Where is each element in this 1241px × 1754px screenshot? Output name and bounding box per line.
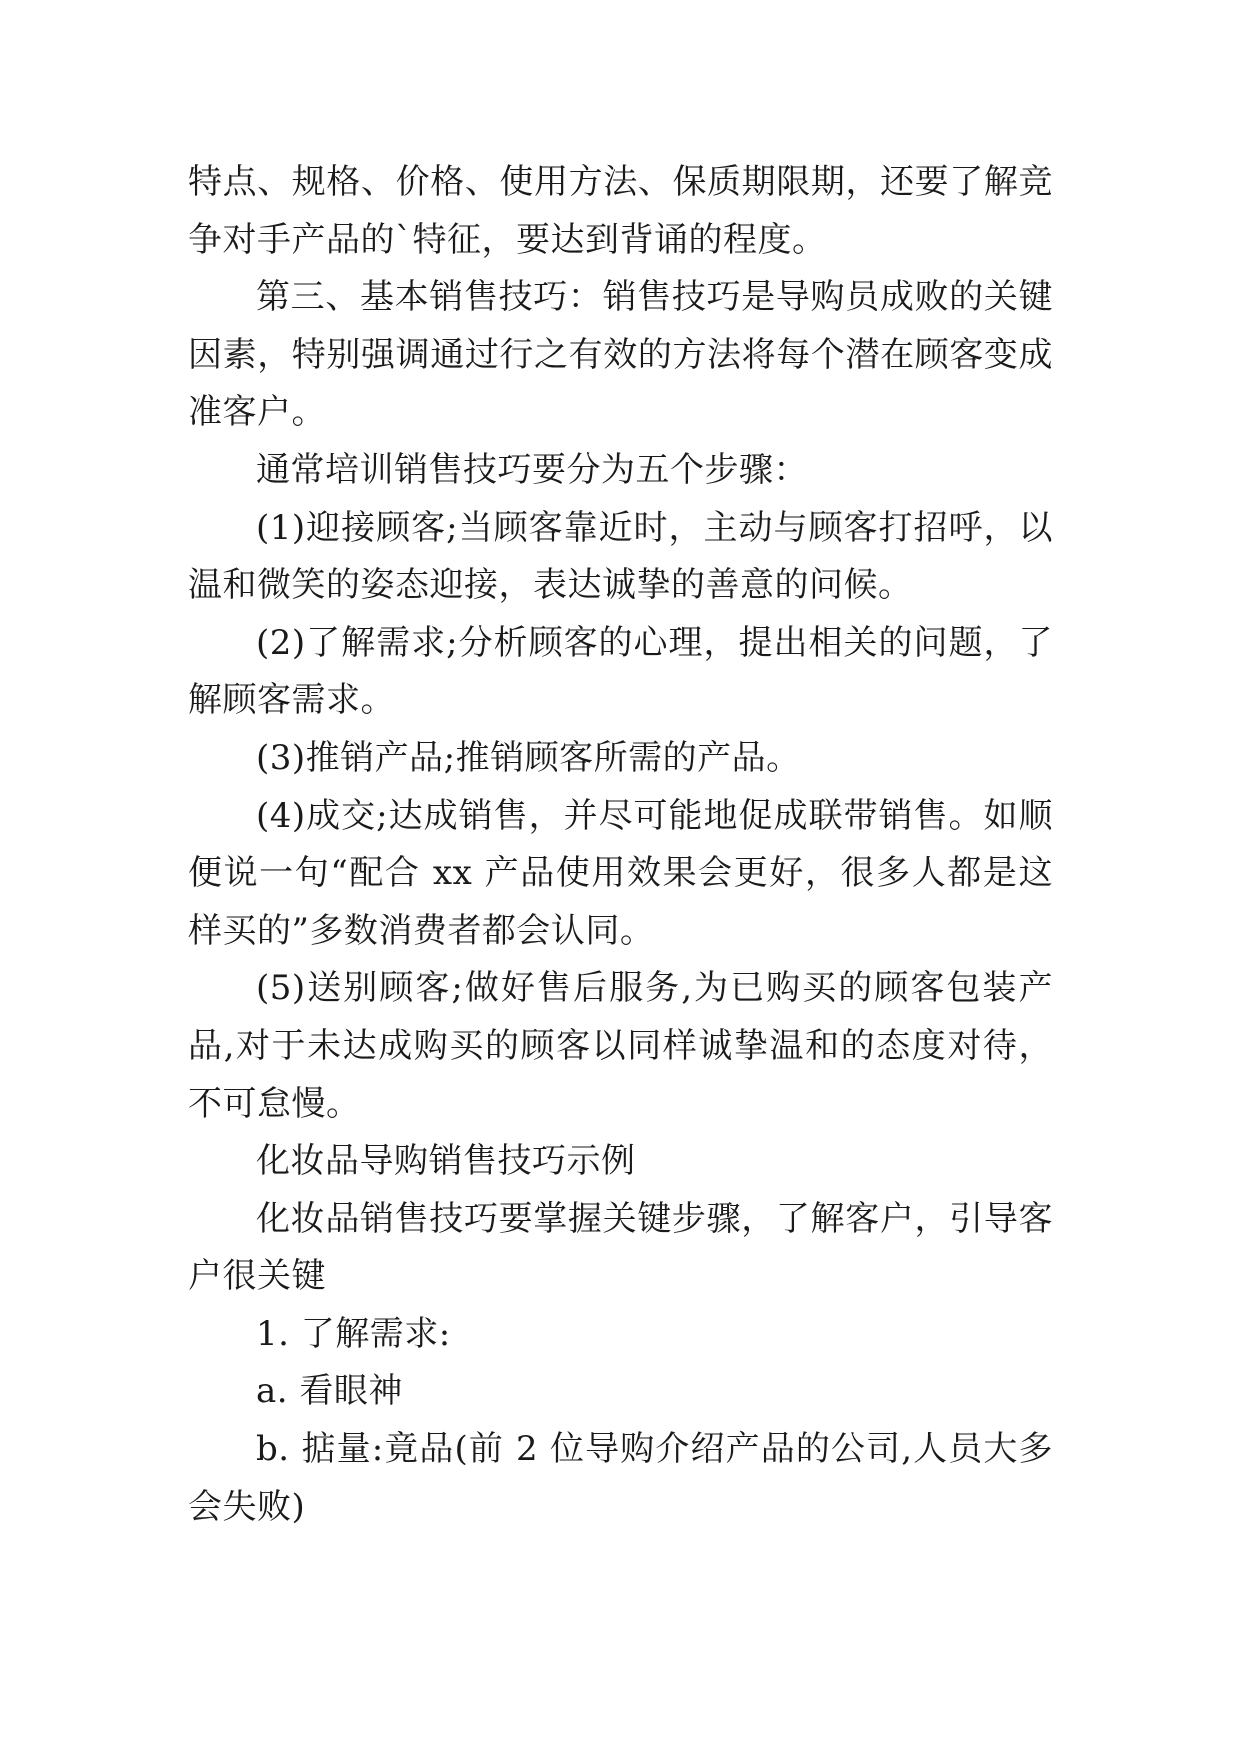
paragraph-step-2: (2)了解需求;分析顾客的心理，提出相关的问题，了解顾客需求。	[188, 622, 1053, 721]
list-item-a: a. 看眼神	[256, 1371, 403, 1412]
paragraph-step-5: (5)送别顾客;做好售后服务,为已购买的顾客包装产品,对于未达成购买的顾客以同样诚挚温和的态度对待，不可怠慢。	[188, 968, 1053, 1124]
paragraph-key-steps: 化妆品销售技巧要掌握关键步骤，了解客户，引导客户很关键	[188, 1198, 1053, 1297]
paragraph-step-3: (3)推销产品;推销顾客所需的产品。	[256, 737, 801, 778]
paragraph-five-steps-intro: 通常培训销售技巧要分为五个步骤：	[256, 449, 808, 490]
paragraph-section-three: 第三、基本销售技巧：销售技巧是导购员成败的关键因素，特别强调通过行之有效的方法将每个潜在顾客变成准客户。	[188, 277, 1053, 433]
paragraph-continuation: 特点、规格、价格、使用方法、保质期限期，还要了解竞争对手产品的`特征，要达到背诵的程度。	[188, 162, 1053, 260]
section-heading-example: 化妆品导购销售技巧示例	[256, 1141, 636, 1182]
document-body	[188, 154, 1053, 1536]
list-item-understand-needs: 1. 了解需求:	[256, 1313, 451, 1354]
paragraph-step-1: (1)迎接顾客;当顾客靠近时，主动与顾客打招呼，以温和微笑的姿态迎接，表达诚挚的善意的问候。	[188, 507, 1053, 606]
list-item-b: b. 掂量:竟品(前 2 位导购介绍产品的公司,人员大多会失败)	[188, 1429, 1053, 1527]
paragraph-step-4: (4)成交;达成销售，并尽可能地促成联带销售。如顺便说一句“配合 xx 产品使用效果会更好，很多人都是这样买的”多数消费者都会认同。	[188, 795, 1053, 951]
